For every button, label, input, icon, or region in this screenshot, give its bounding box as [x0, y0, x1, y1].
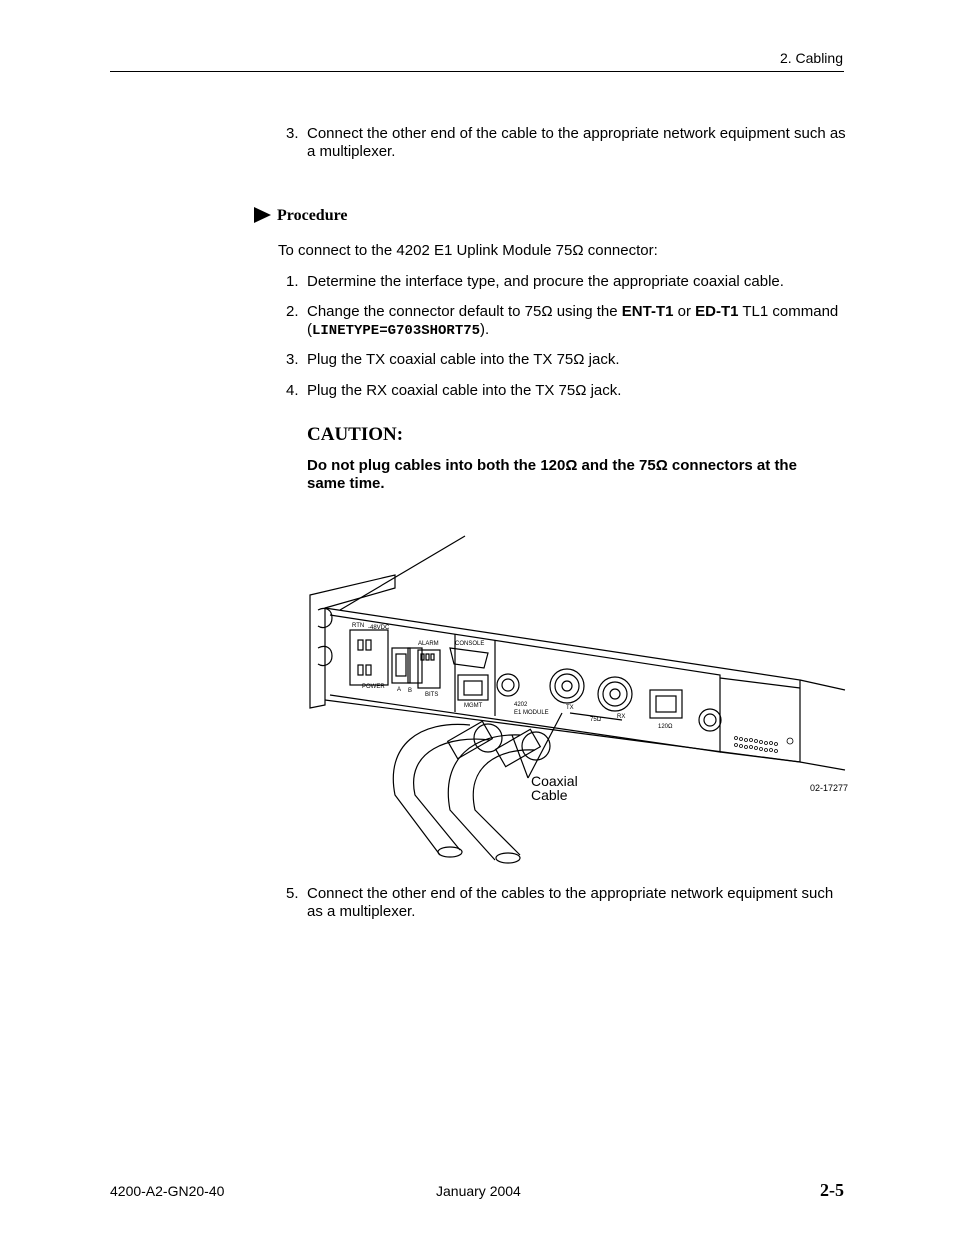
- step-number: 5.: [286, 885, 299, 902]
- step-text-part: ).: [480, 321, 490, 338]
- procedure-heading: [254, 207, 348, 225]
- rtn-label: RTN: [352, 623, 365, 629]
- procedure-intro: To connect to the 4202 E1 Uplink Module 75Ω connector:: [278, 242, 658, 259]
- vdc-label: -48VDC: [368, 625, 390, 631]
- step-text: Connect the other end of the cable to the appropriate network equipment such as a multiplexer.: [307, 125, 846, 160]
- console-label: CONSOLE: [455, 641, 485, 647]
- step-number: 3.: [286, 351, 299, 368]
- coaxial-callout-line1: Coaxial: [531, 773, 578, 789]
- triangle-right-icon: [254, 207, 271, 223]
- step-text: Plug the RX coaxial cable into the TX 75Ω jack.: [307, 382, 622, 399]
- command-name: ENT-T1: [621, 303, 674, 320]
- running-header: 2. Cabling: [779, 50, 843, 66]
- doc-number: 4200-A2-GN20-40: [110, 1183, 225, 1199]
- step-text: Connect the other end of the cables to the appropriate network equipment such as a multiplexer.: [307, 885, 834, 920]
- power-label: POWER: [362, 684, 385, 690]
- step-number: 3.: [286, 125, 299, 142]
- step-text-part: TL1 command (: [307, 303, 839, 338]
- tx-label: TX: [566, 705, 574, 711]
- step-text: Determine the interface type, and procure the appropriate coaxial cable.: [307, 273, 784, 290]
- fuse-a-label: A: [397, 687, 402, 693]
- alarm-label: ALARM: [418, 641, 439, 647]
- caution-text: Do not plug cables into both the 120Ω and the 75Ω connectors at the same time.: [307, 457, 797, 492]
- step-text-part: or: [673, 303, 696, 320]
- ohm75-label: 75Ω: [590, 717, 602, 723]
- equipment-illustration: [300, 530, 850, 865]
- module-label-line1: 4202: [514, 702, 528, 708]
- command-name: ED-T1: [695, 303, 739, 320]
- step-text: Plug the TX coaxial cable into the TX 75Ω jack.: [307, 351, 620, 368]
- bits-label: BITS: [425, 692, 439, 698]
- step-number: 1.: [286, 273, 299, 290]
- header-rule: [110, 71, 844, 72]
- step-text: [307, 303, 847, 340]
- ohm120-label: 120Ω: [658, 724, 673, 730]
- procedure-title: Procedure: [277, 207, 348, 224]
- fuse-b-label: B: [408, 688, 413, 694]
- figure-id: 02-17277: [810, 783, 849, 793]
- caution-title: CAUTION:: [307, 424, 404, 445]
- step-number: 2.: [286, 303, 299, 320]
- figure-coaxial-connection: [300, 530, 850, 865]
- page-number: 2-5: [820, 1180, 844, 1200]
- step-text-part: Change the connector default to 75Ω using the: [307, 303, 622, 320]
- step-number: 4.: [286, 382, 299, 399]
- command-parameter: LINETYPE=G703SHORT75: [312, 323, 481, 339]
- module-label-line2: E1 MODULE: [514, 710, 549, 716]
- mgmt-label: MGMT: [464, 703, 483, 709]
- footer-date: January 2004: [436, 1183, 521, 1199]
- rx-label: RX: [617, 714, 626, 720]
- coaxial-callout-line2: Cable: [531, 787, 568, 803]
